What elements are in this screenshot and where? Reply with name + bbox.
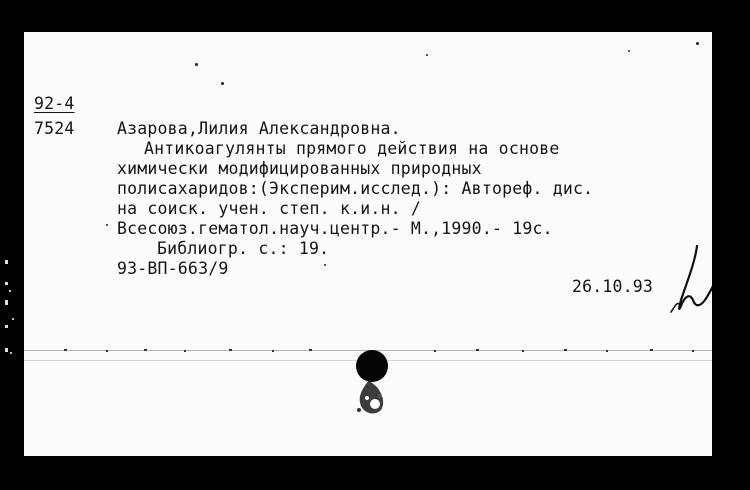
title-line-1: Антикоагулянты прямого действия на основе [144, 139, 560, 158]
handwritten-signature [669, 242, 712, 314]
punch-hole [339, 344, 409, 424]
accession-number: 7524 [34, 119, 75, 138]
author-line: Азарова,Лилия Александровна. [117, 119, 401, 138]
processing-date: 26.10.93 [572, 277, 654, 296]
title-line-2: химически модифицированных природных [117, 159, 482, 178]
degree-line: на соиск. учен. степ. к.и.н. / [117, 199, 422, 218]
title-line-3: полисахаридов:(Эксперим.исслед.): Автореф. дис. [117, 179, 594, 198]
bibliography-note: Библиогр. с.: 19. [157, 239, 330, 258]
shelf-mark: 92-4 [34, 94, 75, 113]
scan-edge-artifact [0, 230, 24, 410]
publication-line: Всесоюз.гематол.науч.центр.- М.,1990.- 19с. [117, 219, 553, 238]
catalog-card [24, 32, 712, 456]
inventory-code: 93-ВП-663/9 [117, 259, 229, 278]
